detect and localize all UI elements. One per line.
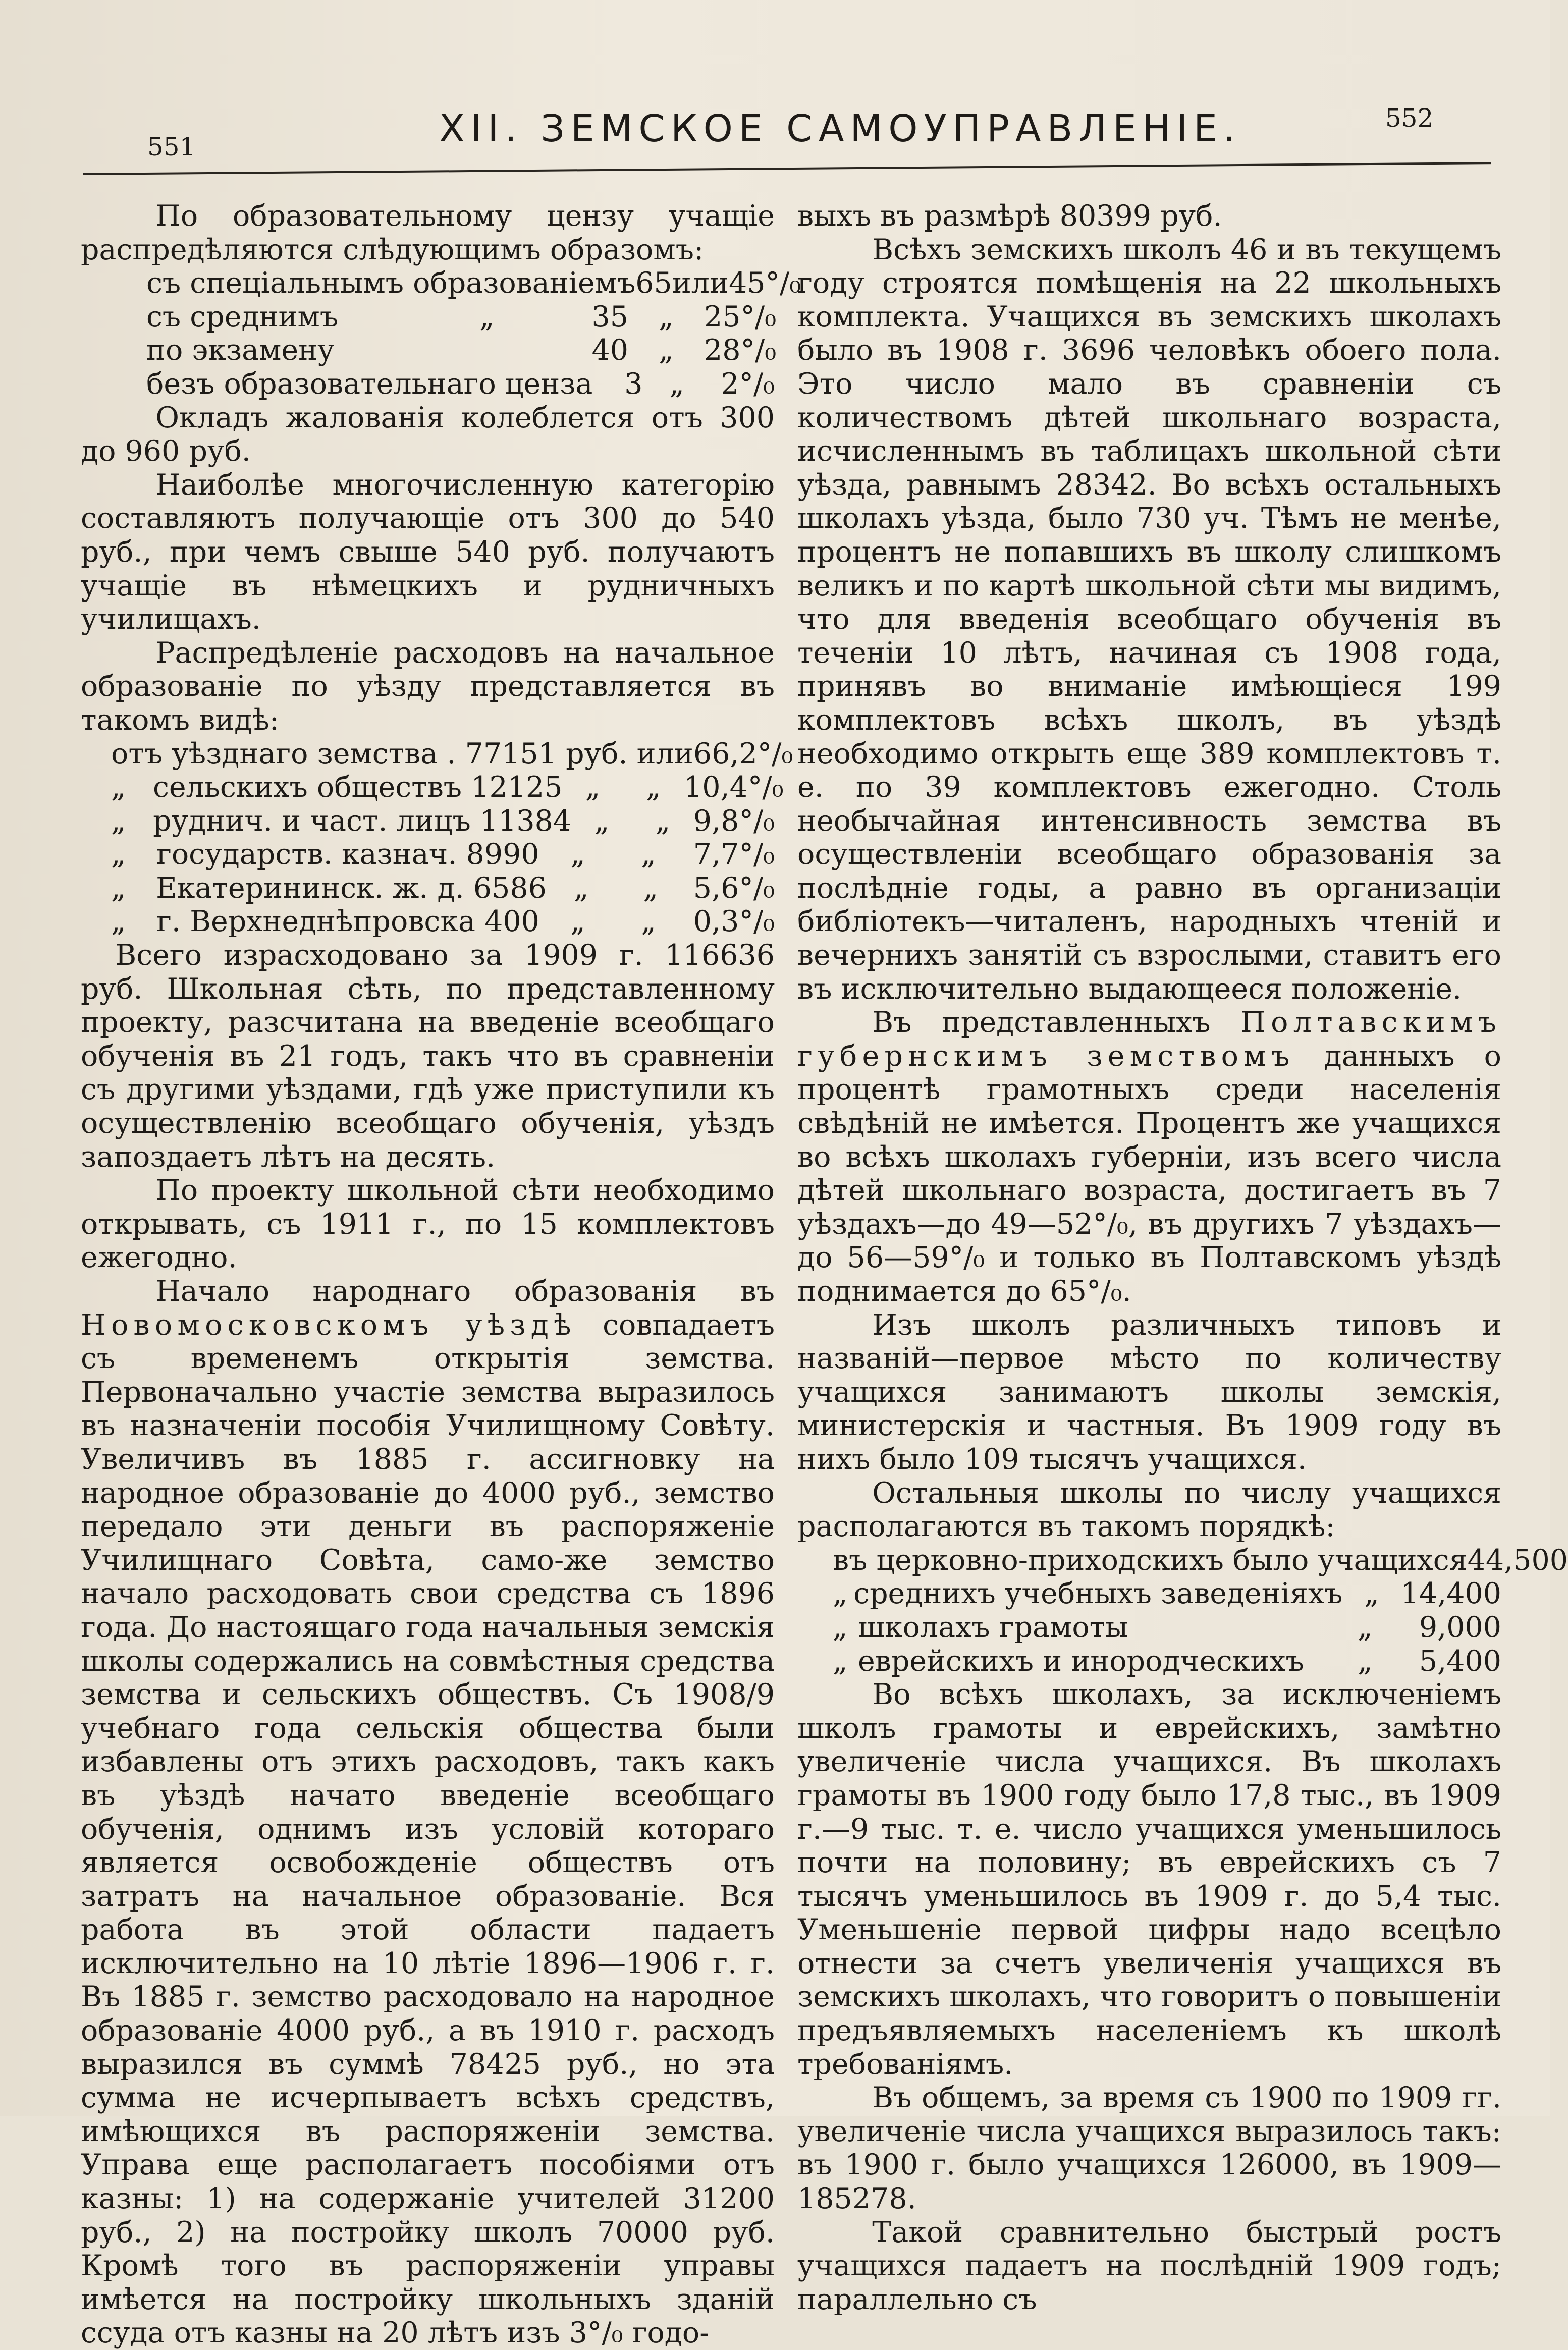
table-row: по экзамену 40 „ 28°/₀ [146, 334, 777, 367]
paragraph: Во всѣхъ школахъ, за исключеніемъ школъ грамоты и еврейскихъ, замѣтно увеличеніе числа учащихся. Въ школахъ грамоты въ 1900 году было 17,8 тыс., въ 1909 г.—9 тыс. т. е. число учащихся уменьшилось почти на половину; въ еврейскихъ съ 7 тысячъ уменьшилось въ 1909 г. до 5,4 тыс. Уменьшеніе первой цифры надо всецѣло отнести за счетъ увеличенія учащихся въ земскихъ школахъ, что говоритъ о повышеніи предъявляемыхъ населеніемъ къ школѣ требованіямъ. [797, 1678, 1501, 2081]
spaced-emphasis: Новомосковскомъ уѣздѣ [81, 1308, 576, 1342]
row-label: въ церковно-приходскихъ было учащихся [833, 1543, 1468, 1577]
paragraph: Въ представленныхъ Полтавскимъ губернскимъ земствомъ данныхъ о процентѣ грамотныхъ среди населенія свѣдѣній не имѣется. Процентъ же учащихся во всѣхъ школахъ губерніи, изъ всего числа дѣтей школьнаго возраста, достигаетъ въ 7 уѣздахъ—до 49—52°/₀, въ другихъ 7 уѣздахъ—до 56—59°/₀ и только въ Полтавскомъ уѣздѣ поднимается до 65°/₀. [797, 1006, 1502, 1308]
table-row: „ еврейскихъ и инородческихъ „ 5,400 [833, 1644, 1501, 1678]
paragraph: Такой сравнительно быстрый ростъ учащихся падаетъ на послѣдній 1909 годъ; параллельно съ [797, 2215, 1501, 2316]
row-label: по экзамену [146, 334, 335, 367]
row-label: сельскихъ обществъ 12125 [152, 771, 563, 804]
paragraph: Всѣхъ земскихъ школъ 46 и въ текущемъ году строятся помѣщенія на 22 школьныхъ комплекта. Учащихся въ земскихъ школахъ было въ 1908 г. 3696 человѣкъ обоего пола. Это число мало въ сравненіи съ количествомъ дѣтей школьнаго возраста, исчисленнымъ въ таблицахъ школьной сѣти уѣзда, равнымъ 28342. Во всѣхъ остальныхъ школахъ уѣзда, было 730 уч. Тѣмъ не менѣе, процентъ не попавшихъ въ школу слишкомъ великъ и по картѣ школьной сѣти мы видимъ, что для введенія всеобщаго обученія въ теченіи 10 лѣтъ, начиная съ 1908 года, принявъ во вниманіе имѣющіеся 199 комплектовъ всѣхъ школъ, въ уѣздѣ необходимо открыть еще 389 комплектовъ т. е. по 39 комплектовъ ежегодно. Столь необычайная интенсивность земства въ осуществленіи всеобщаго образованія за послѣдніе годы, а равно въ организаціи библіотекъ—читаленъ, народныхъ чтеній и вечернихъ занятій съ взрослыми, ставитъ его въ исключительно выдающееся положеніе. [797, 233, 1501, 1006]
page-number-left: 551 [147, 132, 196, 161]
paragraph: По образовательному цензу учащіе распредѣляются слѣдующимъ образомъ: [81, 199, 775, 266]
paragraph: По проекту школьной сѣти необходимо открывать, съ 1911 г., по 15 комплектовъ ежегодно. [81, 1174, 775, 1275]
table-row: „ Екатерининск. ж. д. 6586 „ „ 5,6°/₀ [111, 871, 775, 905]
row-label: безъ образовательнаго ценза [146, 367, 593, 401]
table-row: „ государств. казнач. 8990 „ „ 7,7°/₀ [111, 838, 775, 871]
running-title: XII. ЗЕМСКОЕ САМОУПРАВЛЕНІЕ. [439, 107, 1241, 150]
page-header [0, 0, 1550, 192]
row-label: съ среднимъ „ [146, 300, 495, 334]
paragraph: Остальныя школы по числу учащихся располагаются въ такомъ порядкѣ: [797, 1476, 1501, 1544]
table-row: „ сельскихъ обществъ 12125 „ „ 10,4°/₀ [111, 771, 784, 804]
row-label: государств. казнач. 8990 [156, 838, 539, 871]
row-label: среднихъ учебныхъ заведеніяхъ [853, 1577, 1343, 1611]
row-label: школахъ грамоты [858, 1610, 1128, 1644]
row-label: Екатерининск. ж. д. 6586 [156, 871, 547, 905]
table-row: „ среднихъ учебныхъ заведеніяхъ „ 14,400 [833, 1577, 1501, 1611]
row-label: еврейскихъ и инородческихъ [858, 1644, 1304, 1678]
paragraph: Начало народнаго образованія въ Новомосковскомъ уѣздѣ совпадаетъ съ временемъ открытія земства. Первоначально участіе земства выразилось въ назначеніи пособія Училищному Совѣту. Увеличивъ въ 1885 г. ассигновку на народное образованіе до 4000 руб., земство передало эти деньги въ распоряженіе Училищнаго Совѣта, само-же земство начало расходовать свои средства съ 1896 года. До настоящаго года начальныя земскія школы содержались на совмѣстныя средства земства и сельскихъ обществъ. Съ 1908/9 учебнаго года сельскія общества были избавлены отъ этихъ расходовъ, такъ какъ въ уѣздѣ начато введеніе всеобщаго обученія, однимъ изъ условій котораго является освобожденіе обществъ отъ затратъ на начальное образованіе. Вся работа въ этой области падаетъ исключительно на 10 лѣтіе 1896—1906 г. г. Въ 1885 г. земство расходовало на народное образованіе 4000 руб., а въ 1910 г. расходъ выразился въ суммѣ 78425 руб., но эта сумма не исчерпываетъ всѣхъ средствъ, имѣющихся въ распоряженіи земства. Управа еще располагаетъ пособіями отъ казны: 1) на содержаніе учителей 31200 руб., 2) на постройку школъ 70000 руб. Кромѣ того въ распоряженіи управы имѣется на постройку школьныхъ зданій ссуда отъ казны на 20 лѣтъ изъ 3°/₀ годо- [81, 1275, 775, 2350]
row-label: съ спеціальнымъ образованіемъ [146, 266, 636, 300]
row-label: отъ уѣзднаго земства . 77151 руб. или [111, 737, 693, 771]
table-row: съ среднимъ „ 35 „ 25°/₀ [146, 300, 777, 334]
schools-table [797, 1543, 1568, 1678]
table-row: въ церковно-приходскихъ было учащихся 44,500 [833, 1543, 1568, 1577]
left-column [81, 199, 801, 2350]
paragraph: Изъ школъ различныхъ типовъ и названій—первое мѣсто по количеству учащихся занимаютъ школы земскія, министерскія и частныя. Въ 1909 году въ нихъ было 109 тысячъ учащихся. [797, 1308, 1501, 1476]
table-row: „ руднич. и част. лицъ 11384 „ „ 9,8°/₀ [111, 804, 775, 838]
paragraph: выхъ въ размѣрѣ 80399 руб. [797, 199, 1222, 233]
table-row: съ спеціальнымъ образованіемъ 65 или 45°/₀ [146, 266, 801, 300]
header-rule [83, 162, 1491, 175]
table-row: отъ уѣзднаго земства . 77151 руб. или 66,2°/₀ [111, 737, 793, 771]
row-label: г. Верхнеднѣпровска 400 [156, 905, 539, 939]
table-row: „ школахъ грамоты „ 9,000 [833, 1610, 1501, 1644]
page-number-right: 552 [1385, 103, 1434, 133]
paragraph: Наиболѣе многочисленную категорію составляютъ получающіе отъ 300 до 540 руб., при чемъ свыше 540 руб. получаютъ учащіе въ нѣмецкихъ и рудничныхъ училищахъ. [81, 468, 775, 636]
paragraph: Распредѣленіе расходовъ на начальное образованіе по уѣзду представляется въ такомъ видѣ: [81, 636, 775, 737]
paragraph: Всего израсходовано за 1909 г. 116636 руб. Школьная сѣть, по представленному проекту, разсчитана на введеніе всеобщаго обученія въ 21 годъ, такъ что въ сравненіи съ другими уѣздами, гдѣ уже приступили къ осуществленію всеобщаго обученія, уѣздъ запоздаетъ лѣтъ на десять. [81, 939, 775, 1174]
row-label: руднич. и част. лицъ 11384 [153, 804, 572, 838]
table-row: безъ образовательнаго ценза 3 „ 2°/₀ [146, 367, 775, 401]
paragraph: Окладъ жалованія колеблется отъ 300 до 960 руб. [81, 401, 775, 468]
census-table [81, 266, 801, 401]
spaced-emphasis: Полтавскимъ губернскимъ земствомъ [797, 1006, 1501, 1073]
expenses-table [81, 737, 793, 939]
table-row: „ г. Верхнеднѣпровска 400 „ „ 0,3°/₀ [111, 905, 775, 939]
right-column [797, 199, 1568, 2316]
paragraph: Въ общемъ, за время съ 1900 по 1909 гг. увеличеніе числа учащихся выразилось такъ: въ 1900 г. было учащихся 126000, въ 1909—185278. [797, 2081, 1501, 2216]
